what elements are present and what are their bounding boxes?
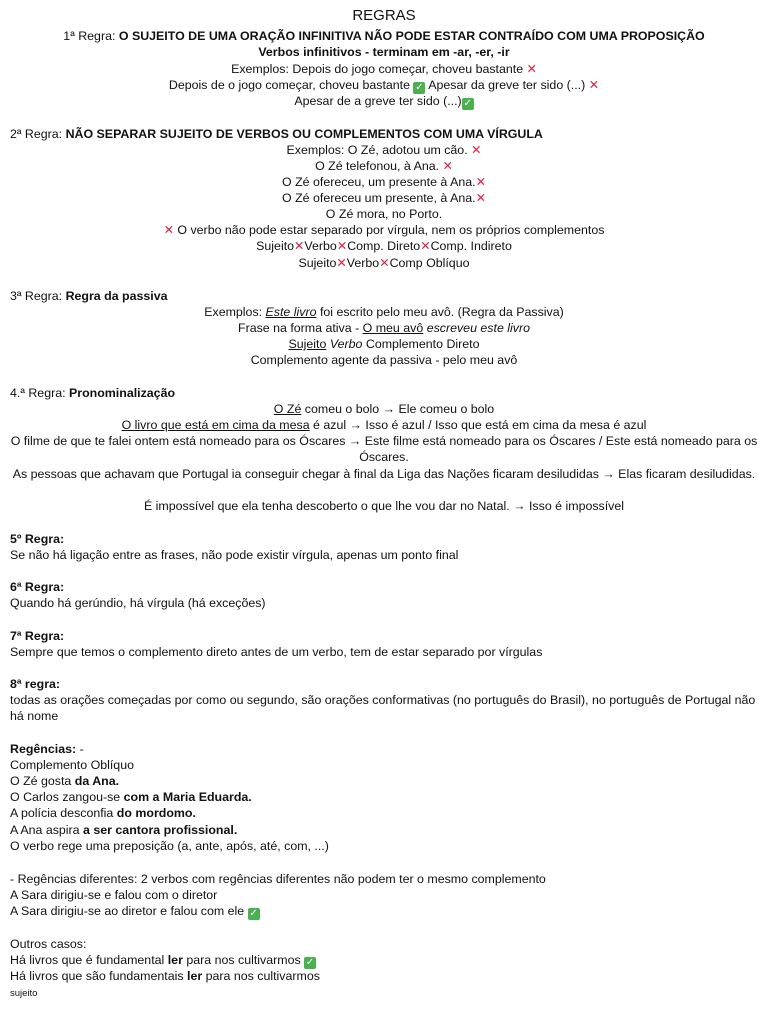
rule1-label: 1ª Regra: bbox=[63, 29, 119, 43]
rule8-text: todas as orações começadas por como ou segundo, são orações conformativas (no português do Brasil), no português de Portugal não há nome bbox=[10, 693, 756, 724]
rule3-line bbox=[10, 288, 758, 304]
check-mark-icon: ✓ bbox=[463, 98, 472, 109]
rule4-example: comeu o bolo → Ele comeu o bolo bbox=[301, 402, 495, 416]
cross-mark-icon: ✕ bbox=[163, 223, 174, 237]
cross-mark-icon: ✕ bbox=[588, 78, 600, 92]
rule2-heading: NÃO SEPARAR SUJEITO DE VERBOS OU COMPLEMENTOS COM UMA VÍRGULA bbox=[65, 127, 543, 141]
rule2-chain bbox=[10, 255, 758, 271]
rule4-example: É impossível que ela tenha descoberto o que lhe vou dar no Natal. → Isso é impossível bbox=[143, 499, 625, 513]
rule3-active: escreveu este livro bbox=[423, 321, 530, 335]
rule4-label: 4.ª Regra: bbox=[10, 386, 69, 400]
rule6-text: Quando há gerúndio, há vírgula (há exceções) bbox=[10, 596, 266, 610]
rule7-heading: 7ª Regra: bbox=[10, 629, 65, 643]
rule4-subject: O livro que está em cima da mesa bbox=[121, 418, 310, 432]
rule3-part-verb: Verbo bbox=[326, 337, 363, 351]
rule1-line bbox=[10, 28, 758, 44]
rule2-example: O Zé ofereceu, um presente à Ana. bbox=[282, 175, 476, 189]
cross-mark-icon: ✕ bbox=[471, 143, 482, 157]
rule2-example: Exemplos: O Zé, adotou um cão. bbox=[286, 143, 472, 157]
rule3-example: Exemplos: bbox=[204, 305, 266, 319]
outros-verb: ler bbox=[187, 969, 203, 983]
regencias-sub: Complemento Oblíquo bbox=[10, 758, 134, 772]
rule2-example: O Zé telefonou, à Ana. bbox=[315, 159, 443, 173]
cross-mark-icon: ✕ bbox=[336, 256, 347, 270]
chain-part: Sujeito bbox=[256, 239, 295, 253]
cross-mark-icon: ✕ bbox=[336, 239, 348, 253]
rule1-heading: O SUJEITO DE UMA ORAÇÃO INFINITIVA NÃO PODE ESTAR CONTRAÍDO COM UMA PROPOSIÇÃO bbox=[118, 29, 705, 43]
rule4-example: O filme de que te falei ontem está nomeado para os Óscares → Este filme está nomeado para os Óscares / Este está nomeado para os Óscares. bbox=[10, 434, 758, 465]
regencias-example: O verbo rege uma preposição (a, ante, após, até, com, ...) bbox=[10, 839, 329, 853]
chain-part: Sujeito bbox=[298, 256, 337, 270]
rule1-subheading: Verbos infinitivos - terminam em -ar, -er, -ir bbox=[258, 45, 510, 59]
rule1-example: Apesar da greve ter sido (...) bbox=[425, 78, 589, 92]
rule6-heading: 6ª Regra: bbox=[10, 580, 65, 594]
rule8-heading: 8ª regra: bbox=[10, 677, 61, 691]
page-title: REGRAS bbox=[352, 7, 416, 24]
rule2-example: O Zé mora, no Porto. bbox=[325, 207, 443, 221]
rule3-active: Frase na forma ativa - bbox=[238, 321, 363, 335]
cross-mark-icon: ✕ bbox=[420, 239, 431, 253]
chain-part: Comp. Indireto bbox=[430, 239, 512, 253]
outros-example: Há livros que é fundamental bbox=[10, 953, 168, 967]
chain-part: Comp. Direto bbox=[347, 239, 421, 253]
chain-part: Verbo bbox=[346, 256, 380, 270]
rule2-line bbox=[10, 126, 758, 142]
regencias-diff: A Sara dirigiu-se ao diretor e falou com ele bbox=[10, 904, 248, 918]
regencias-heading: Regências: bbox=[10, 742, 77, 756]
rule3-active-subject: O meu avô bbox=[362, 321, 424, 335]
rule5-heading: 5º Regra: bbox=[10, 532, 65, 546]
regencias-diff: - Regências diferentes: 2 verbos com regências diferentes não podem ter o mesmo complemento bbox=[10, 872, 546, 886]
rule3-subject: Este livro bbox=[265, 305, 317, 319]
outros-example: Há livros que são fundamentais bbox=[10, 969, 188, 983]
rule2-label: 2ª Regra: bbox=[10, 127, 66, 141]
cross-mark-icon: ✕ bbox=[379, 256, 390, 270]
regencias-complement: a ser cantora profissional. bbox=[83, 823, 238, 837]
rule3-agent: Complemento agente da passiva - pelo meu avô bbox=[250, 353, 518, 367]
rule3-part: Complemento Direto bbox=[362, 337, 480, 351]
rule2-note: O verbo não pode estar separado por vírgula, nem os próprios complementos bbox=[173, 223, 605, 237]
cross-mark-icon: ✕ bbox=[294, 239, 305, 253]
rule4-example: é azul → Isso é azul / Isso que está em cima da mesa é azul bbox=[309, 418, 647, 432]
regencias-example: O Carlos zangou-se bbox=[10, 790, 124, 804]
chain-part: Verbo bbox=[304, 239, 337, 253]
rule4-line bbox=[10, 385, 758, 401]
outros-footer: sujeito bbox=[10, 988, 38, 999]
check-mark-icon: ✓ bbox=[415, 82, 424, 93]
rule3-label: 3ª Regra: bbox=[10, 289, 66, 303]
rule4-example: As pessoas que achavam que Portugal ia conseguir chegar à final da Liga das Nações ficaram desiludidas → Elas ficaram desiludidas. bbox=[12, 467, 756, 481]
rule2-example: O Zé ofereceu um presente, à Ana. bbox=[282, 191, 476, 205]
cross-mark-icon: ✕ bbox=[526, 62, 537, 76]
regencias-dash: - bbox=[76, 742, 84, 756]
rule2-chain bbox=[10, 238, 758, 254]
cross-mark-icon: ✕ bbox=[475, 191, 486, 205]
regencias-example: O Zé gosta bbox=[10, 774, 75, 788]
rule4-subject: O Zé bbox=[273, 402, 302, 416]
rule3-part-subject: Sujeito bbox=[288, 337, 327, 351]
rule1-example: Depois de o jogo começar, choveu bastante bbox=[168, 78, 414, 92]
rule1-example: Apesar de a greve ter sido (...) bbox=[294, 94, 462, 108]
regencias-complement: com a Maria Eduarda. bbox=[123, 790, 252, 804]
chain-part: Comp Oblíquo bbox=[389, 256, 470, 270]
rule4-heading: Pronominalização bbox=[69, 386, 176, 400]
regencias-complement: do mordomo. bbox=[116, 806, 196, 820]
rule1-example: Exemplos: Depois do jogo começar, choveu bastante bbox=[231, 62, 527, 76]
check-mark-icon: ✓ bbox=[249, 908, 258, 919]
cross-mark-icon: ✕ bbox=[442, 159, 453, 173]
rule5-text: Se não há ligação entre as frases, não pode existir vírgula, apenas um ponto final bbox=[10, 548, 459, 562]
regencias-example: A Ana aspira bbox=[10, 823, 84, 837]
rule7-text: Sempre que temos o complemento direto antes de um verbo, tem de estar separado por vírgulas bbox=[10, 645, 543, 659]
outros-heading: Outros casos: bbox=[10, 937, 87, 951]
rule3-heading: Regra da passiva bbox=[65, 289, 168, 303]
outros-verb: ler bbox=[167, 953, 183, 967]
regencias-example: A polícia desconfia bbox=[10, 806, 117, 820]
outros-example: para nos cultivarmos bbox=[182, 953, 305, 967]
regencias-complement: da Ana. bbox=[74, 774, 120, 788]
regencias-diff: A Sara dirigiu-se e falou com o diretor bbox=[10, 888, 218, 902]
cross-mark-icon: ✕ bbox=[475, 175, 486, 189]
outros-example: para nos cultivarmos bbox=[202, 969, 320, 983]
rule3-example: foi escrito pelo meu avô. (Regra da Passiva) bbox=[316, 305, 564, 319]
check-mark-icon: ✓ bbox=[305, 957, 315, 968]
